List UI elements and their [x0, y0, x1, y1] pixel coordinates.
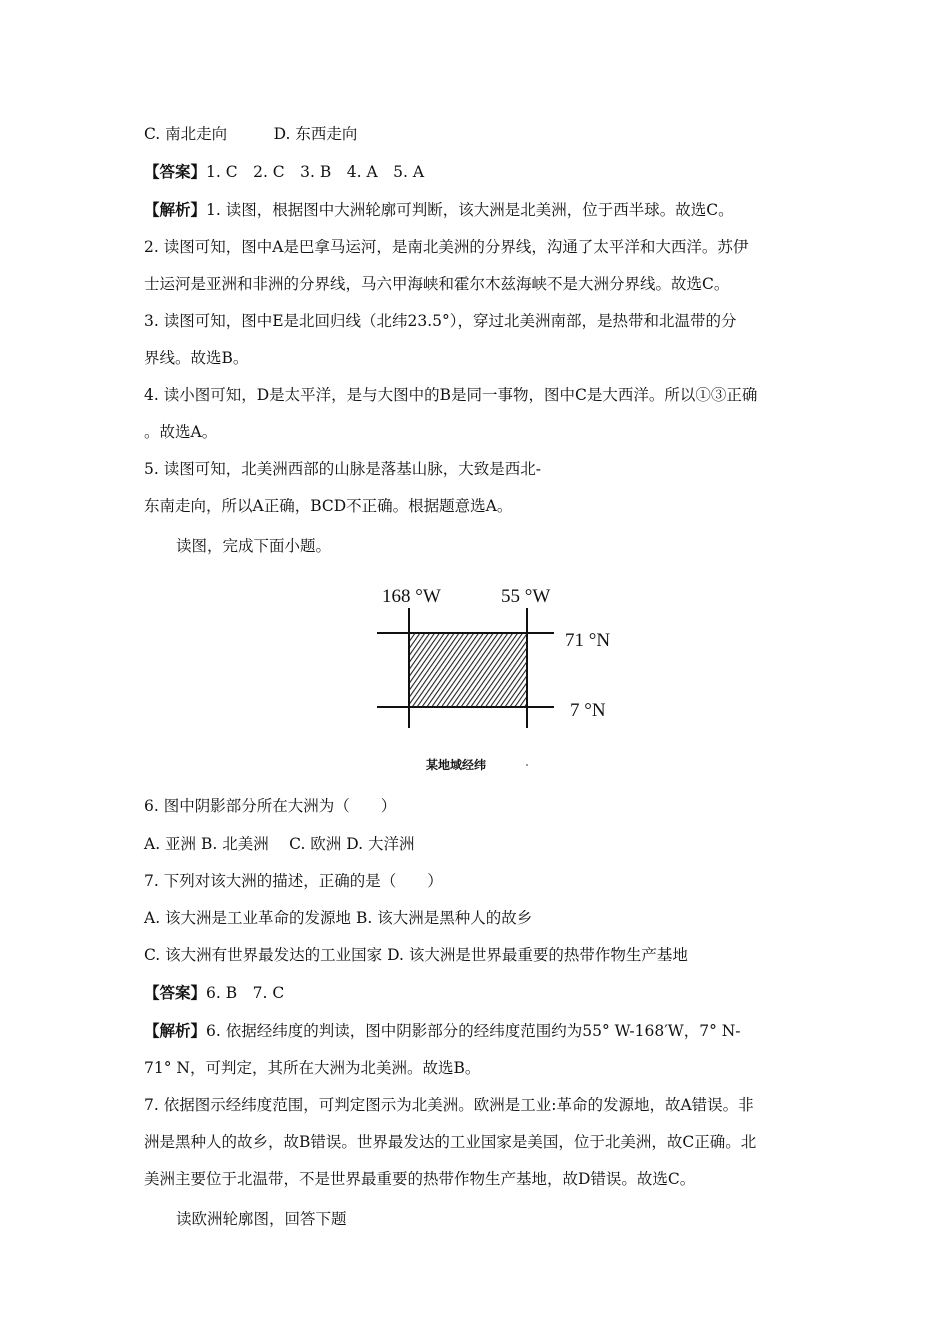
- question-6: 6. 图中阴影部分所在大洲为（ ）: [144, 797, 397, 815]
- analysis2-line-5: 美洲主要位于北温带，不是世界最重要的热带作物生产基地，故D错误。故选C。: [144, 1170, 696, 1188]
- analysis-line-9: 东南走向，所以A正确，BCD不正确。根据题意选A。: [144, 497, 513, 515]
- lat-lon-figure: [370, 578, 620, 778]
- analysis-line-1: [144, 200, 734, 220]
- answer-text: 1. C 2. C 3. B 4. A 5. A: [206, 163, 425, 181]
- answer-text: 6. B 7. C: [206, 984, 285, 1002]
- analysis-line-2: 2. 读图可知，图中A是巴拿马运河，是南北美洲的分界线，沟通了太平洋和大西洋。苏伊: [144, 238, 749, 256]
- analysis-line-8: 5. 读图可知，北美洲西部的山脉是落基山脉，大致是西北-: [144, 460, 541, 478]
- answer-tag: 【答案】: [144, 983, 207, 1002]
- question-6-options: A. 亚洲 B. 北美洲 C. 欧洲 D. 大洋洲: [144, 835, 415, 853]
- analysis-text: 1. 读图，根据图中大洲轮廓可判断，该大洲是北美洲，位于西半球。故选C。: [206, 201, 734, 219]
- analysis2-line-3: 7. 依据图示经纬度范围，可判定图示为北美洲。欧洲是工业:革命的发源地，故A错误。非: [144, 1096, 754, 1114]
- analysis-line-3: 士运河是亚洲和非洲的分界线，马六甲海峡和霍尔木兹海峡不是大洲分界线。故选C。: [144, 275, 730, 293]
- shaded-region: [409, 633, 527, 707]
- analysis-line-6: 4. 读小图可知，D是太平洋，是与大图中的B是同一事物，图中C是大西洋。所以①③正确: [144, 386, 758, 404]
- analysis2-line-4: 洲是黑种人的故乡，故B错误。世界最发达的工业国家是美国，位于北美洲，故C正确。北: [144, 1133, 757, 1151]
- label-lat-south: 7 °N: [570, 700, 606, 721]
- label-lat-north: 71 °N: [565, 630, 611, 651]
- analysis-text: 6. 依据经纬度的判读，图中阴影部分的经纬度范围约为55° W-168′W，7° N-: [206, 1022, 741, 1040]
- figure-caption: 某地域经纬: [426, 758, 487, 772]
- question-7: 7. 下列对该大洲的描述，正确的是（ ）: [144, 872, 443, 890]
- caption-dot: [526, 764, 528, 766]
- answer-tag: 【答案】: [144, 162, 207, 181]
- analysis-tag: 【解析】: [144, 200, 207, 219]
- answer-line-2: [144, 983, 284, 1003]
- analysis-tag: 【解析】: [144, 1021, 207, 1040]
- question-7-options-cd: C. 该大洲有世界最发达的工业国家 D. 该大洲是世界最重要的热带作物生产基地: [144, 946, 688, 964]
- line-options-cd: C. 南北走向 D. 东西走向: [144, 125, 358, 143]
- analysis-line-4: 3. 读图可知，图中E是北回归线（北纬23.5°），穿过北美洲南部，是热带和北温带的分: [144, 312, 737, 330]
- analysis-line-7: 。故选A。: [144, 423, 218, 441]
- label-lon-west: 168 °W: [382, 586, 441, 607]
- instruction-line: 读图，完成下面小题。: [176, 537, 332, 555]
- analysis-line-5: 界线。故选B。: [144, 349, 249, 367]
- answer-line-1: [144, 162, 424, 182]
- analysis2-line-1: [144, 1021, 741, 1041]
- question-7-options-ab: A. 该大洲是工业革命的发源地 B. 该大洲是黑种人的故乡: [144, 909, 533, 927]
- label-lon-east: 55 °W: [501, 586, 551, 607]
- instruction-line-2: 读欧洲轮廓图，回答下题: [176, 1210, 347, 1228]
- analysis2-line-2: 71° N，可判定，其所在大洲为北美洲。故选B。: [144, 1059, 481, 1077]
